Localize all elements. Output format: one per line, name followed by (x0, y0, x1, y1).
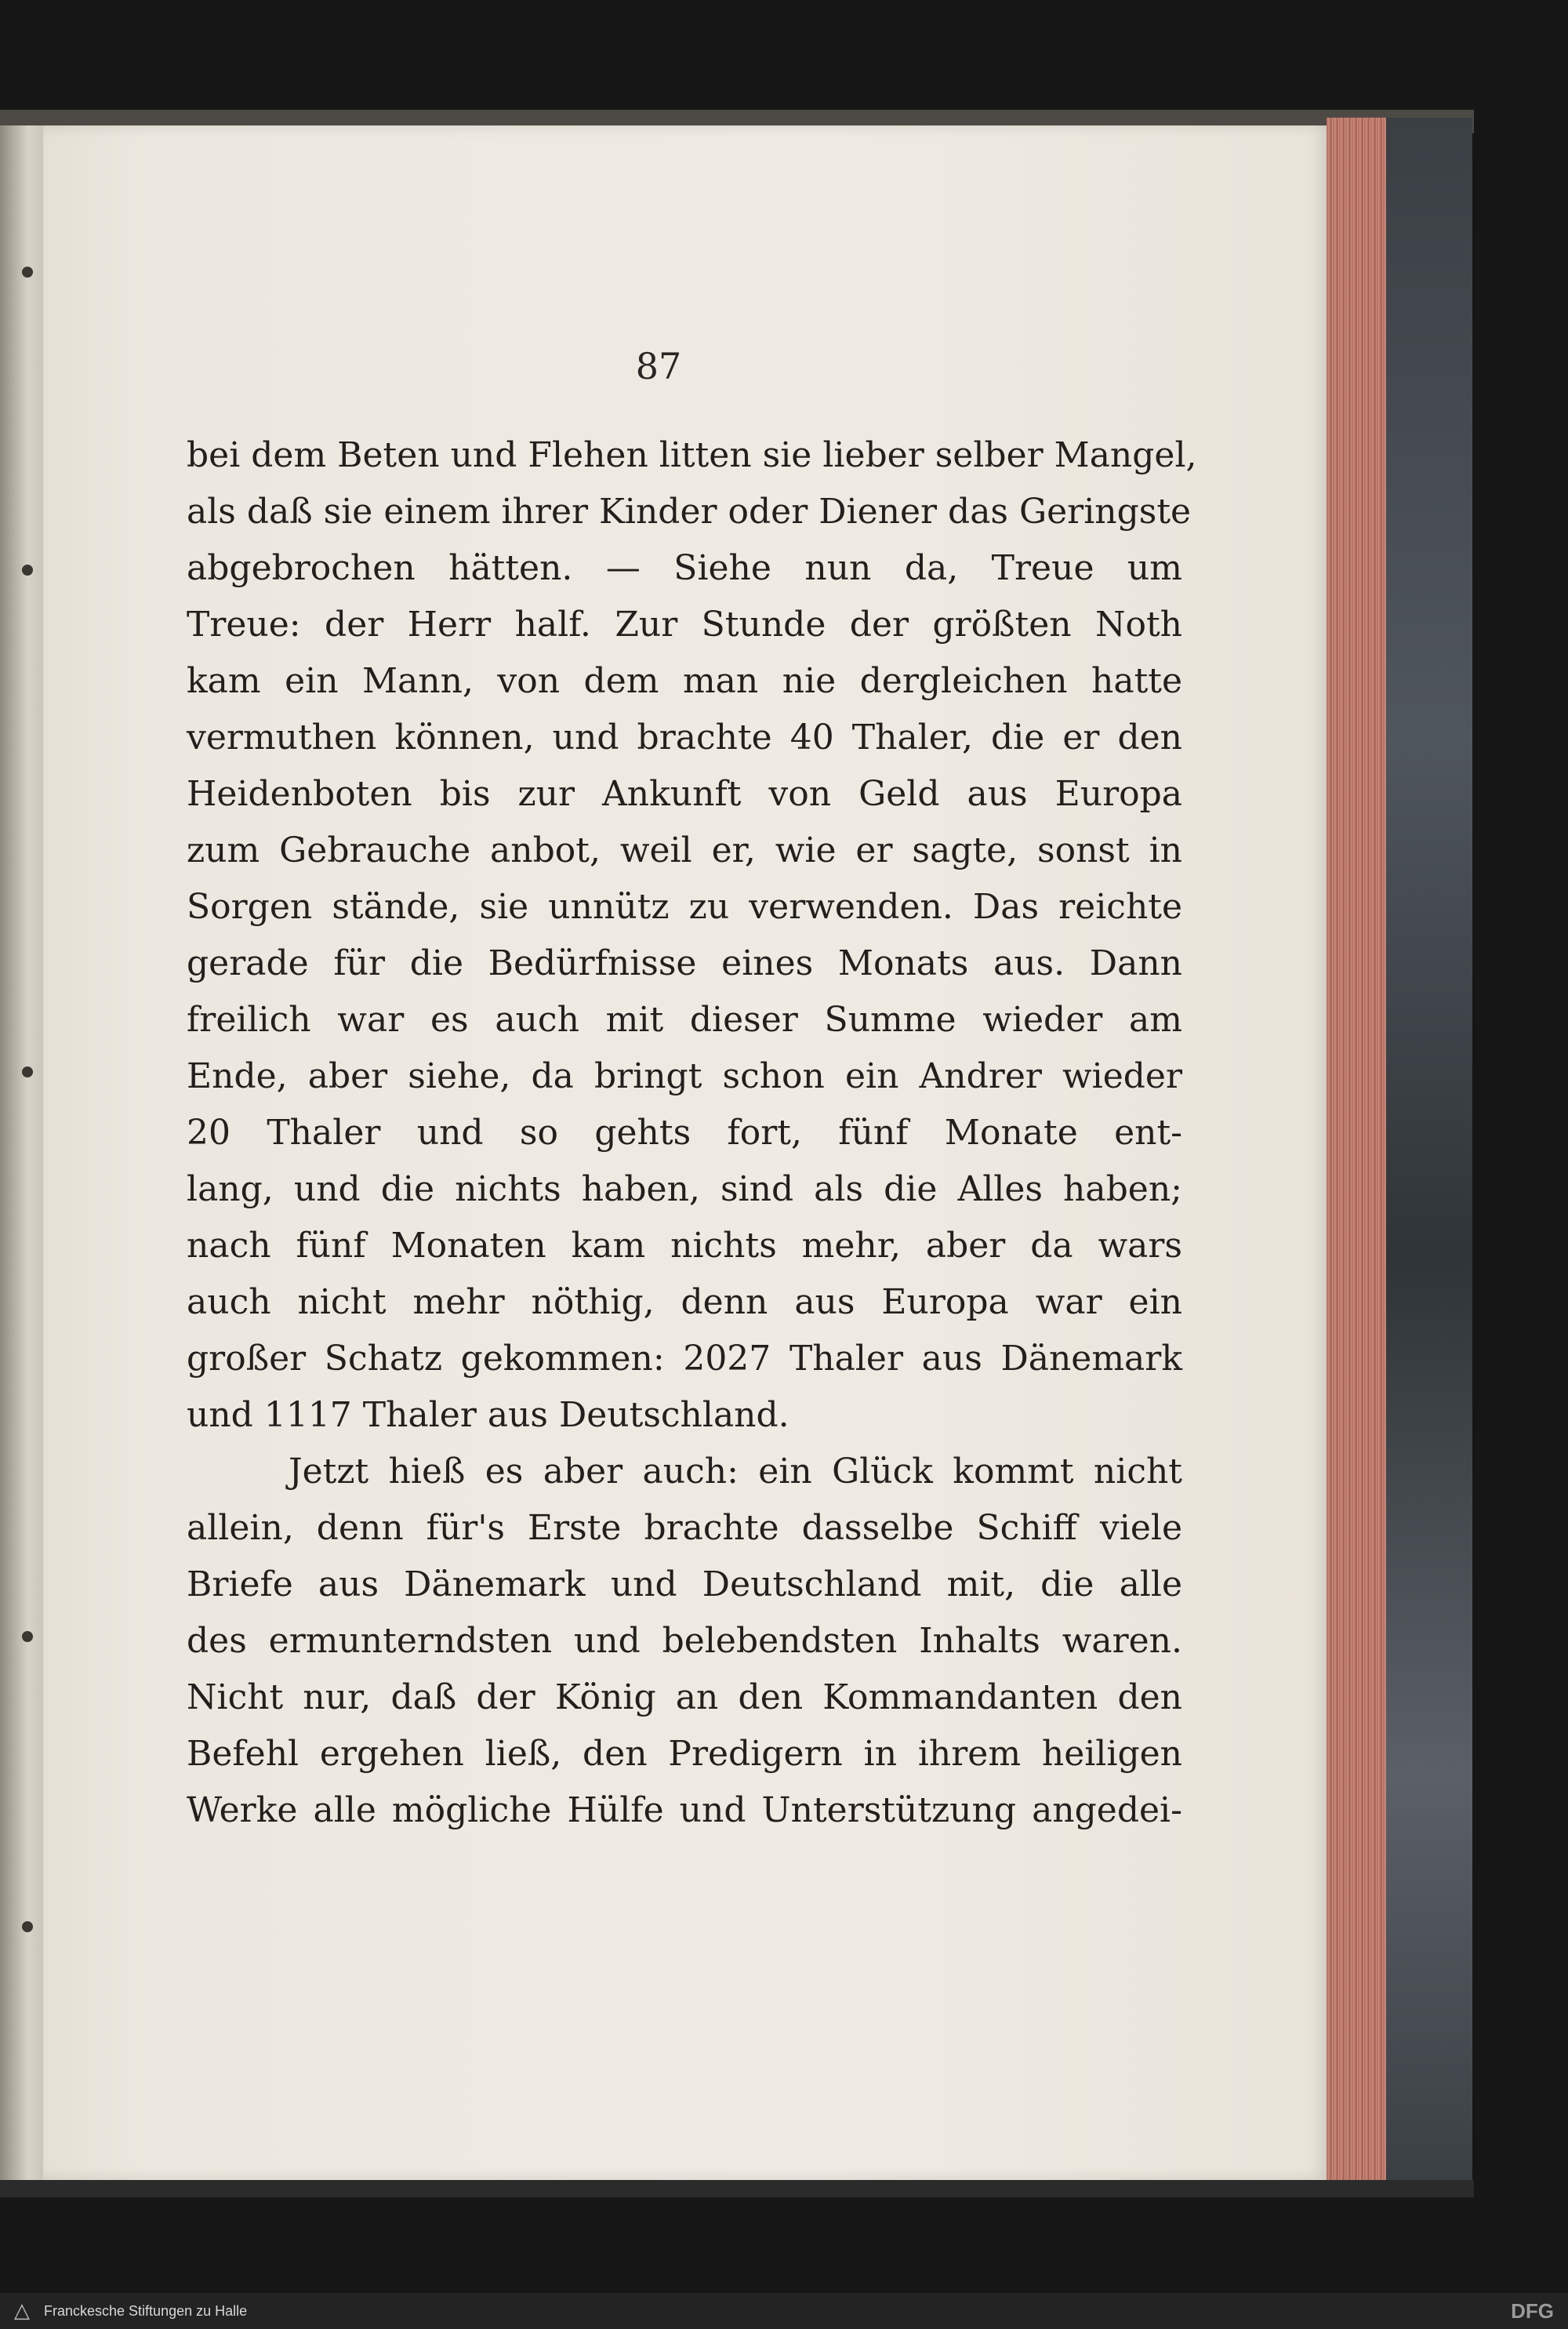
body-text (187, 427, 1197, 1839)
text-line: freilich war es auch mit dieser Summe wieder am (187, 1000, 1182, 1040)
text-line: 20 Thaler und so gehts fort, fünf Monate ent- (187, 1113, 1182, 1153)
text-line: und 1117 Thaler aus Deutschland. (187, 1395, 789, 1435)
binding-hole (22, 1631, 33, 1642)
text-line: allein, denn für's Erste brachte dasselbe Schiff viele (187, 1508, 1182, 1548)
text-line: lang, und die nichts haben, sind als die Alles haben; (187, 1169, 1182, 1209)
viewer-footer-bar (0, 2293, 1568, 2329)
text-line: auch nicht mehr nöthig, denn aus Europa war ein (187, 1282, 1182, 1322)
text-line: abgebrochen hätten. — Siehe nun da, Treue um (187, 548, 1182, 588)
text-line: Befehl ergehen ließ, den Predigern in ihrem heiligen (187, 1734, 1182, 1774)
text-line: Sorgen stände, sie unnütz zu verwenden. Das reichte (187, 887, 1182, 927)
page-number: 87 (635, 345, 682, 387)
binding-hole (22, 267, 33, 278)
paragraph-first-line: Jetzt hieß es aber auch: ein Glück kommt nicht (289, 1452, 1182, 1492)
binding-hole (22, 565, 33, 576)
page-fore-edge (1327, 118, 1389, 2188)
francke-foundation-logo-icon: △ (14, 2299, 30, 2323)
text-line: als daß sie einem ihrer Kinder oder Diener das Geringste (187, 492, 1192, 532)
text-line: zum Gebrauche anbot, weil er, wie er sagte, sonst in (187, 830, 1182, 870)
text-line: Werke alle mögliche Hülfe und Unterstützung angedei- (187, 1790, 1182, 1830)
text-line: gerade für die Bedürfnisse eines Monats aus. Dann (187, 943, 1182, 983)
binding-hole (22, 1921, 33, 1932)
text-line: des ermunterndsten und belebendsten Inhalts waren. (187, 1621, 1182, 1661)
book-spine-edge (0, 125, 47, 2196)
text-line: Briefe aus Dänemark und Deutschland mit, die alle (187, 1564, 1182, 1604)
text-line: Ende, aber siehe, da bringt schon ein Andrer wieder (187, 1056, 1182, 1096)
text-line: vermuthen können, und brachte 40 Thaler, die er den (187, 718, 1182, 758)
binding-hole (22, 1066, 33, 1077)
text-line: Treue: der Herr half. Zur Stunde der größten Noth (187, 605, 1182, 645)
text-line: kam ein Mann, von dem man nie dergleichen hatte (187, 661, 1182, 701)
text-line: großer Schatz gekommen: 2027 Thaler aus Dänemark (187, 1339, 1182, 1379)
text-line: Nicht nur, daß der König an den Kommandanten den (187, 1677, 1182, 1717)
institution-name: Franckesche Stiftungen zu Halle (44, 2303, 248, 2319)
text-line: nach fünf Monaten kam nichts mehr, aber da wars (187, 1226, 1182, 1266)
dfg-logo: DFG (1511, 2299, 1554, 2323)
text-line: Heidenboten bis zur Ankunft von Geld aus Europa (187, 774, 1182, 814)
book-cover-right (1386, 118, 1472, 2188)
book-cover-bottom (0, 2180, 1474, 2197)
text-line: bei dem Beten und Flehen litten sie lieber selber Mangel, (187, 435, 1197, 475)
